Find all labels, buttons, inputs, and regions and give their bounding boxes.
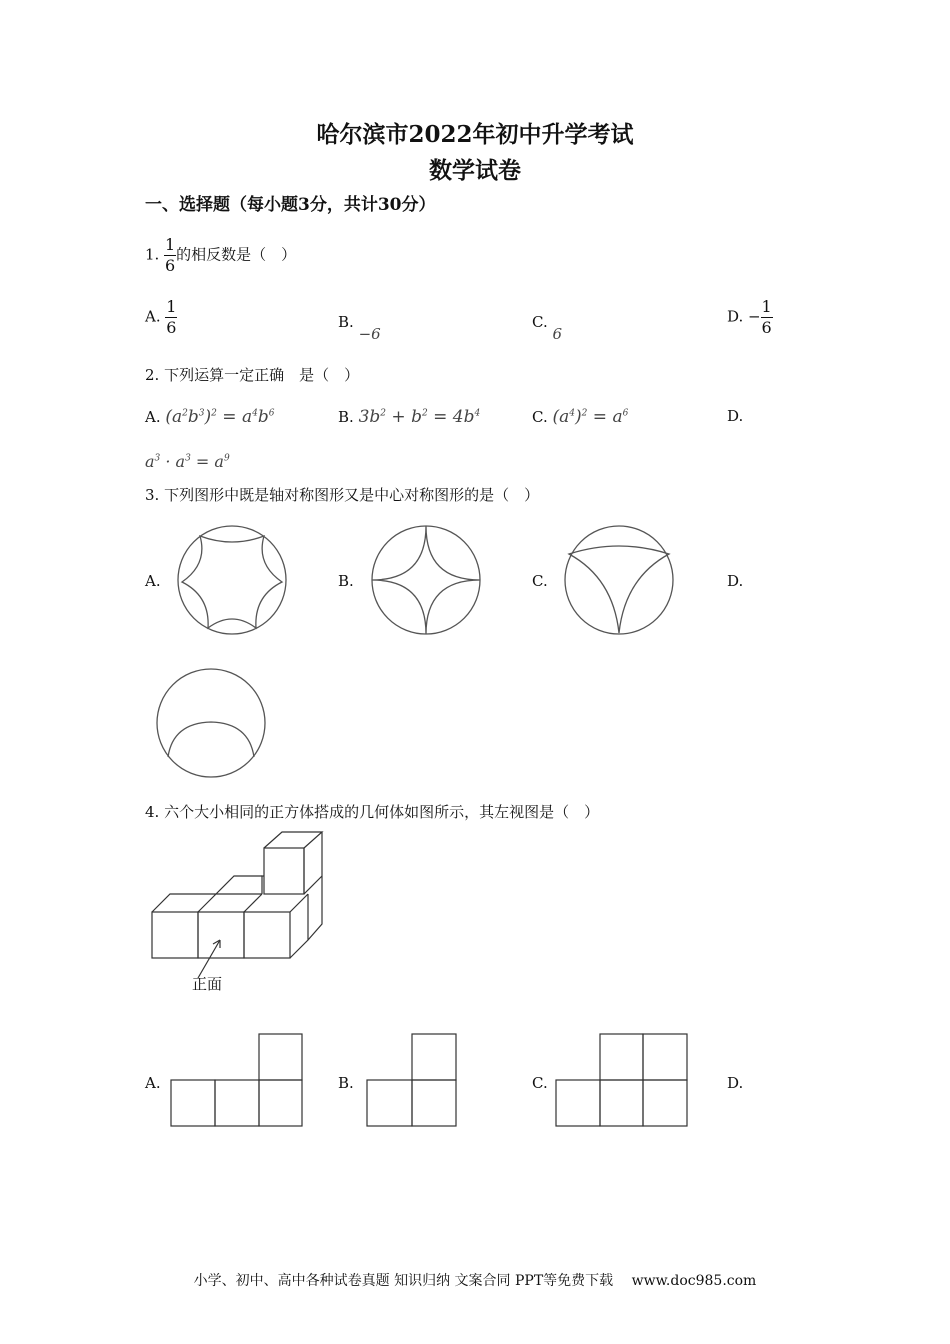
view-b-grid [366,1032,458,1128]
page-subtitle: 数学试卷 [429,157,521,184]
figure-astroid-arcs [370,524,482,636]
q4-option-d[interactable]: D. [727,1074,744,1092]
q4-option-a[interactable]: A. [145,1074,161,1092]
view-c-grid [555,1032,689,1128]
fraction: $\frac{1}{6}$ [165,235,176,275]
q2-option-c[interactable]: C. $(a^4)^2 = a^6$ [532,407,629,427]
q3-option-d[interactable]: D. [727,572,744,590]
figure-cube-stack [150,830,330,1000]
q2-option-b[interactable]: B. $3b^2 + b^2 = 4b^4$ [338,407,481,427]
q2-option-a[interactable]: A. $(a^2b^3)^2 = a^4b^6$ [145,407,275,427]
section-heading: 一、选择题（每小题3分，共计30分） [145,195,436,215]
footer-text: 小学、初中、高中各种试卷真题 知识归纳 文案合同 PPT等免费下载 www.doc985.com [193,1273,757,1289]
q3-option-b[interactable]: B. [338,572,354,590]
q3-option-a[interactable]: A. [145,572,161,590]
question-text: 的相反数是（ ） [176,245,297,264]
q4-option-b[interactable]: B. [338,1074,354,1092]
q1-option-a[interactable]: A. $\frac{1}{6}$ [145,297,177,337]
q2-option-d[interactable]: D. [727,407,744,425]
question-number: 1. [145,245,160,264]
view-a-grid [170,1032,304,1128]
figure-arch-circle [155,667,267,779]
question-3: 3. 下列图形中既是轴对称图形又是中心对称图形的是（ ） [145,486,540,504]
figure-triangle-arcs [563,524,675,636]
question-1 [145,236,296,275]
figure-pentagon-arcs [176,524,288,636]
q1-option-d[interactable]: D. − $\frac{1}{6}$ [727,297,772,337]
front-label: 正面 [192,975,223,993]
q1-option-b[interactable]: B. −6 [338,313,381,343]
q4-option-c[interactable]: C. [532,1074,548,1092]
q3-option-c[interactable]: C. [532,572,548,590]
q1-option-c[interactable]: C. 6 [532,313,563,343]
page-title: 哈尔滨市2022年初中升学考试 [316,121,634,148]
question-2: 2. 下列运算一定正确 是（ ） [145,366,360,384]
q2-option-d-formula: $a^3 \cdot a^3 = a^9$ [145,452,230,471]
question-4: 4. 六个大小相同的正方体搭成的几何体如图所示，其左视图是（ ） [145,803,600,821]
